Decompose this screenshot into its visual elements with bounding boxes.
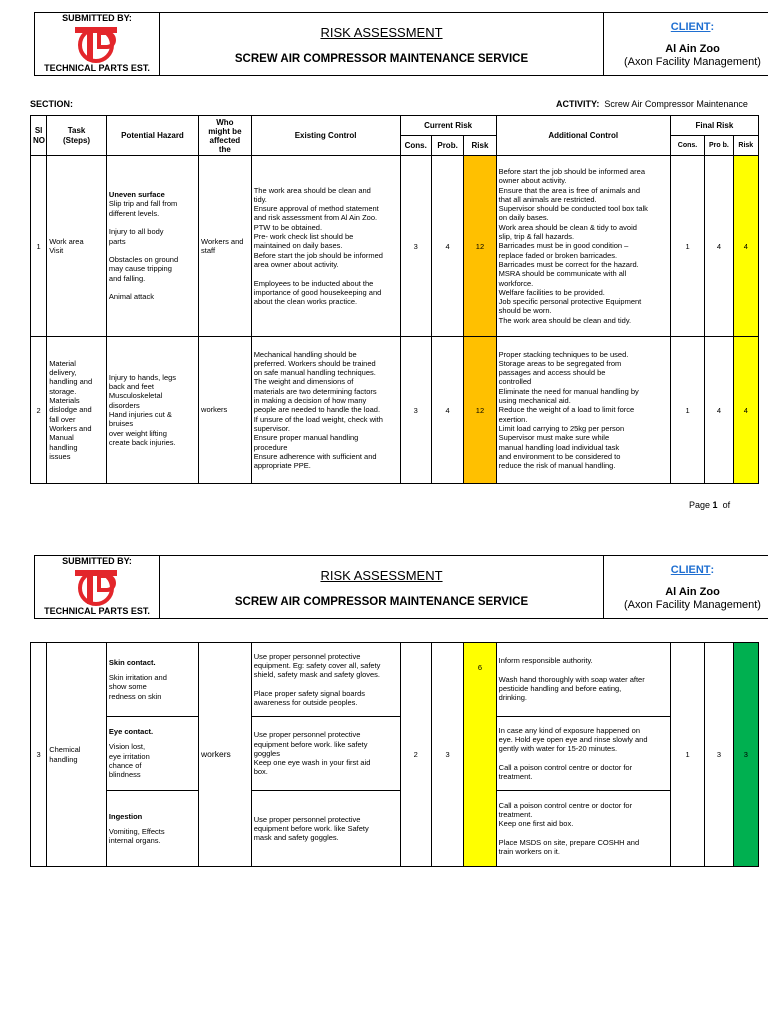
company-logo [71,566,121,606]
risk-cell: 12 [464,337,496,484]
risk-table-page1 [30,115,759,484]
client-cell [604,13,768,75]
additional-control-cell: In case any kind of exposure happened on eye. Hold eye open eye and rinse slowly and gently with water for 15-20 minutes. Call a poison control centre or doctor for treatment. [496,717,670,791]
table-row [31,337,759,484]
document-header [34,12,768,76]
doc-title: RISK ASSESSMENT [320,568,443,583]
hazard-cell: Injury to hands, legs back and feet Musculoskeletal disorders Hand injuries cut & bruises over weight lifting create back injuries. [106,337,198,484]
row-number: 2 [31,337,47,484]
col-final-cons: Cons. [670,136,704,156]
table-subrow [31,791,759,867]
col-hazard: Potential Hazard [106,116,198,156]
client-colon: : [710,564,715,576]
client-name: Al Ain Zoo [665,586,720,598]
existing-control-cell: Use proper personnel protective equipment. Eg: safety cover all, safety shield, safety mask and safety gloves. Place proper safety signal boards awareness for outside peoples. [251,643,400,717]
hazard-title: Uneven surface [108,190,165,200]
client-label-wrap [604,564,768,576]
client-org: (Axon Facility Management) [624,56,761,68]
col-who: Who might be affected the [199,116,252,156]
affected-cell: Workers and staff [199,156,252,337]
additional-control-cell: Call a poison control centre or doctor for treatment. Keep one first aid box. Place MSDS on site, prepare COSHH and train workers on it. [496,791,670,867]
col-existing: Existing Control [251,116,400,156]
client-name: Al Ain Zoo [665,43,720,55]
cons-cell: 3 [400,156,431,337]
existing-control-cell: Use proper personnel protective equipment before work. like Safety mask and safety goggles. [251,791,400,867]
hazard-text: Vision lost, eye irritation chance of blindness [108,742,150,780]
service-title: SCREW AIR COMPRESSOR MAINTENANCE SERVICE [234,596,529,608]
additional-control-cell: Before start the job should be informed area owner about activity. Ensure that the area is free of animals and that all animals are restricted. Supervisor should be conducted tool box talk on daily bases. Work area should be clean & tidy to avoid slip, trip & fall hazards. Barricades must be in good condition – replace faded or broken barricades. Barricades must be correct for the hazard. MSRA should be communicate with all workforce. Welfare facilities to be provided. Job specific personal protective Equipment should be worn. The work area should be clean and tidy. [496,156,670,337]
table-row [31,643,759,717]
prob-cell: 4 [431,337,463,484]
section-label: SECTION: [30,99,74,109]
page-footer [689,500,730,510]
cons-cell: 3 [400,337,431,484]
title-cell [160,556,604,618]
existing-control-cell: Mechanical handling should be preferred. Workers should be trained on safe manual handling techniques. The weight and dimensions of materials are two determining factors in making a decision of how many people are needed to handle the load. If unsure of the load weight, check with supervisor. Ensure proper manual handling procedure Ensure adherence with sufficient and appropriate PPE. [251,337,400,484]
hazard-cell [106,156,198,337]
client-label-wrap [604,21,768,33]
hazard-cell [106,791,198,867]
hazard-title: Skin contact. [108,658,156,668]
company-name: TECHNICAL PARTS EST. [44,63,150,73]
final-risk-cell: 4 [733,156,758,337]
row-number: 3 [31,643,47,867]
table-subrow [31,717,759,791]
col-additional: Additional Control [496,116,670,156]
title-cell [160,13,604,75]
document-header-page2 [34,555,768,619]
submitter-cell [35,556,160,618]
company-name: TECHNICAL PARTS EST. [44,606,150,616]
cons-cell: 2 [400,643,431,867]
final-prob-cell: 4 [705,156,733,337]
hazard-title: Ingestion [108,811,143,821]
task-cell: Chemical handling [47,643,107,867]
activity-line [556,99,748,109]
prob-cell: 4 [431,156,463,337]
hazard-text: Skin irritation and show some redness on skin [108,673,167,701]
final-cons-cell: 1 [670,337,704,484]
hazard-text: Slip trip and fall from different levels. Injury to all body parts Obstacles on ground may cause tripping and falling. Animal attack [108,199,179,302]
final-prob-cell: 3 [705,643,733,867]
row-number: 1 [31,156,47,337]
col-risk: Risk [464,136,496,156]
client-colon: : [710,21,715,33]
final-cons-cell: 1 [670,156,704,337]
task-cell: Material delivery, handling and storage. Materials dislodge and fall over Workers and Manual handling issues [47,337,107,484]
final-cons-cell: 1 [670,643,704,867]
risk-cell: 12 [464,156,496,337]
risk-cell: 6 [464,643,496,867]
affected-cell: workers [199,643,252,867]
final-prob-cell: 4 [705,337,733,484]
affected-cell: workers [199,337,252,484]
page-of: of [722,500,731,510]
doc-title: RISK ASSESSMENT [320,25,443,40]
activity-value: Screw Air Compressor Maintenance [604,99,748,109]
hazard-cell [106,717,198,791]
prob-cell: 3 [431,643,463,867]
hazard-title: Eye contact. [108,727,154,737]
submitter-cell [35,13,160,75]
col-final-risk: Final Risk [670,116,758,136]
col-current-risk: Current Risk [400,116,496,136]
existing-control-cell: Use proper personnel protective equipment before work. like safety goggles Keep one eye wash in your first aid box. [251,717,400,791]
col-sino: Sl NO [31,116,47,156]
hazard-cell [106,643,198,717]
col-final-prob: Pro b. [705,136,733,156]
col-cons: Cons. [400,136,431,156]
hazard-text: Vomiting, Effects internal organs. [108,826,165,845]
existing-control-cell: The work area should be clean and tidy. Ensure approval of method statement and risk assessment from Al Ain Zoo. PTW to be obtained. Pre- work check list should be maintained on daily bases. Before start the job should be informed area owner about activity. Employees to be inducted about the importance of good housekeeping and about the clean works practice. [251,156,400,337]
client-cell [604,556,768,618]
additional-control-cell: Proper stacking techniques to be used. Storage areas to be segregated from passages and access should be controlled Eliminate the need for manual handling by using mechanical aid. Reduce the weight of a load to limit force exertion. Limit load carrying to 25kg per person Supervisor must make sure while manual handling load individual task and environment to be considered to reduce the risk of manual handling. [496,337,670,484]
risk-table-page2 [30,642,759,867]
activity-label: ACTIVITY: [556,99,600,109]
col-task: Task (Steps) [47,116,107,156]
additional-control-cell: Inform responsible authority. Wash hand thoroughly with soap water after pesticide handling and before eating, drinking. [496,643,670,717]
col-final-risk-val: Risk [733,136,758,156]
submitted-by-label: SUBMITTED BY: [62,13,132,23]
page-number: 1 [712,500,718,510]
page-prefix: Page [689,500,711,510]
col-prob: Prob. [431,136,463,156]
final-risk-cell: 3 [733,643,758,867]
task-cell: Work area Visit [47,156,107,337]
client-org: (Axon Facility Management) [624,599,761,611]
table-row [31,156,759,337]
submitted-by-label: SUBMITTED BY: [62,556,132,566]
client-label: CLIENT [670,564,711,576]
client-label: CLIENT [670,21,711,33]
final-risk-cell: 4 [733,337,758,484]
service-title: SCREW AIR COMPRESSOR MAINTENANCE SERVICE [234,53,529,65]
company-logo [71,23,121,63]
